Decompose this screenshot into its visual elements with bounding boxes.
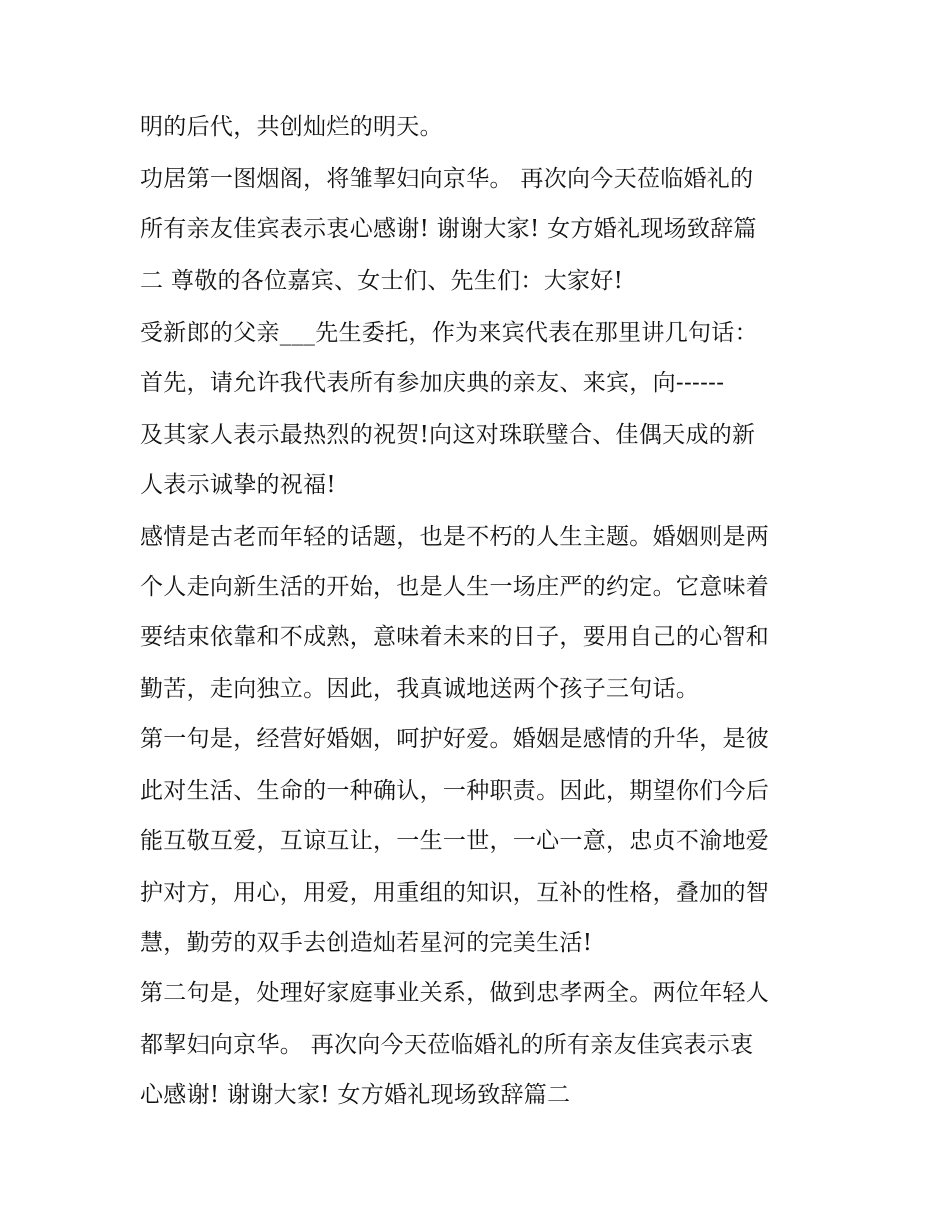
text-line: 第二句是，处理好家庭事业关系，做到忠孝两全。两位年轻人	[140, 980, 770, 1006]
text-line: 第一句是，经营好婚姻，呵护好爱。婚姻是感情的升华，是彼	[140, 726, 770, 752]
text-line: 首先，请允许我代表所有参加庆典的亲友、来宾，向------	[140, 370, 725, 396]
text-line: 个人走向新生活的开始，也是人生一场庄严的约定。它意味着	[140, 574, 770, 600]
text-line: 此对生活、生命的一种确认，一种职责。因此，期望你们今后	[140, 778, 770, 804]
text-line: 慧，勤劳的双手去创造灿若星河的完美生活!	[140, 930, 593, 956]
text-line: 功居第一图烟阁，将雏挈妇向京华。 再次向今天莅临婚礼的	[140, 166, 754, 192]
text-line: 明的后代，共创灿烂的明天。	[140, 114, 443, 140]
text-line: 受新郎的父亲___先生委托，作为来宾代表在那里讲几句话：	[140, 320, 758, 346]
text-line: 感情是古老而年轻的话题，也是不朽的人生主题。婚姻则是两	[140, 524, 770, 550]
text-line: 及其家人表示最热烈的祝贺!向这对珠联璧合、佳偶天成的新	[140, 422, 756, 448]
text-line: 能互敬互爱，互谅互让，一生一世，一心一意，忠贞不渝地爱	[140, 828, 770, 854]
text-line: 要结束依靠和不成熟，意味着未来的日子，要用自己的心智和	[140, 624, 770, 650]
text-line: 都挈妇向京华。 再次向今天莅临婚礼的所有亲友佳宾表示衷	[140, 1032, 754, 1058]
text-line: 所有亲友佳宾表示衷心感谢! 谢谢大家! 女方婚礼现场致辞篇	[140, 216, 757, 242]
text-line: 心感谢! 谢谢大家! 女方婚礼现场致辞篇二	[140, 1082, 571, 1108]
text-line: 护对方，用心，用爱，用重组的知识，互补的性格，叠加的智	[140, 880, 770, 906]
text-line: 勤苦，走向独立。因此，我真诚地送两个孩子三句话。	[140, 676, 700, 702]
text-line: 人表示诚挚的祝福!	[140, 472, 336, 498]
text-line: 二 尊敬的各位嘉宾、女士们、先生们：大家好!	[140, 268, 624, 294]
